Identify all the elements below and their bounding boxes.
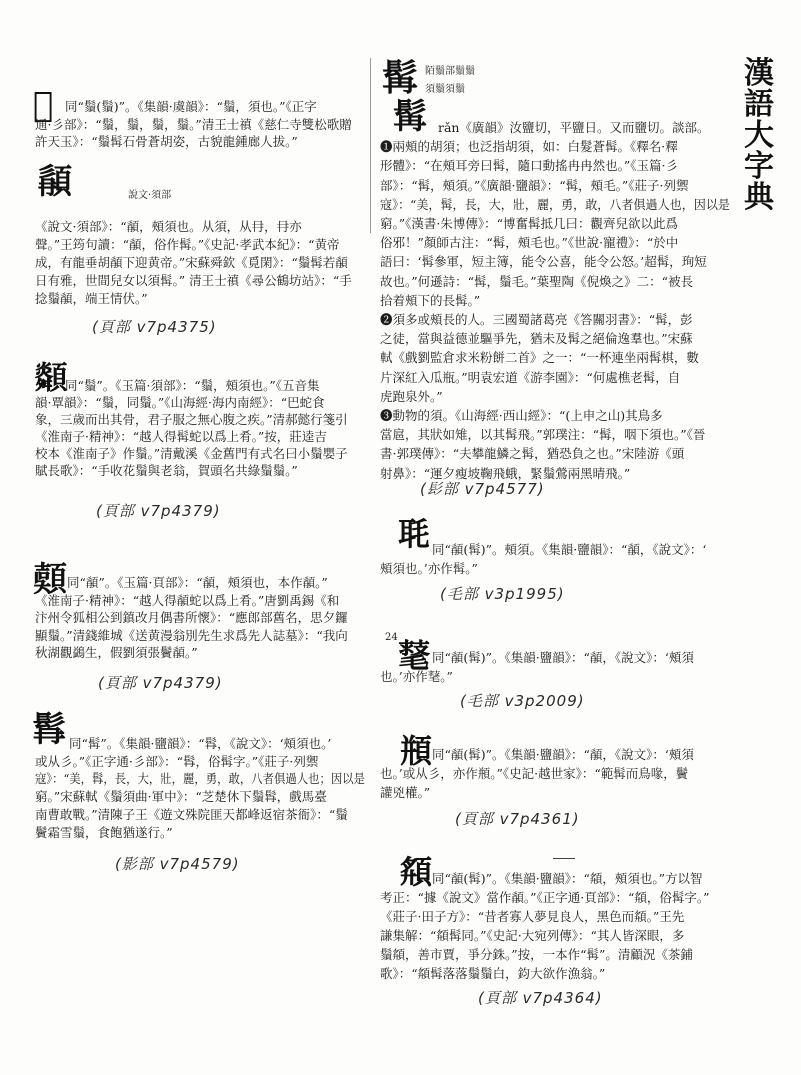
entry-text: 秋湖觀鷁生，假劉須張鬢䫇。” — [35, 645, 198, 660]
vertical-book-title — [742, 58, 776, 213]
entry-text: 軾《戲劉監倉求米粉餅二首》之一：“一杯連坐兩髯棋，數 — [380, 350, 699, 366]
entry-text-line — [380, 310, 730, 329]
headword-source-label: 說文·須部 — [128, 190, 172, 201]
handwritten-page-reference: (頁部 v7p4379) — [96, 502, 221, 520]
entry-text-line — [432, 869, 730, 888]
entry-text-line — [380, 907, 730, 926]
entry-text: 同“䫇”。《玉篇·頁部》：“䫇，頰須也，本作䫇。” — [67, 575, 328, 590]
title-char: 語 — [744, 87, 774, 122]
entry-text-line — [35, 218, 365, 236]
entry-text: 之徒，當與益德並驅爭先，猶未及髯之絕倫逸羣也。”宋蘇 — [380, 331, 693, 347]
headword-reading-label: 須鬚須鬚 — [425, 84, 465, 95]
entry-text-line — [35, 116, 365, 134]
entry-text: 考正：“據《說文》當作䫇。”《正字通·頁部》：“頯，俗髯字。” — [380, 890, 710, 905]
entry-text: rǎn《廣韻》汝鹽切，平鹽日。又而鹽切。談部。 — [438, 120, 710, 135]
title-char: 大 — [744, 118, 774, 153]
entry-text: 鬚頯，善市賈，爭分銖。”按，一本作“髯”。清顧況《茶鋪 — [380, 947, 693, 962]
entry-text-line — [380, 559, 730, 578]
entry-text: 射鼻》：“運夕瘦坡鞠飛蛾，緊鬚鶯兩黑晴飛。” — [380, 465, 631, 481]
entry-text-line — [35, 788, 365, 806]
entry-text: 也。’或从彡，亦作頩。”《史記·越世家》：“範髯而鳥喙，鬢 — [380, 766, 689, 781]
entry-text: 韻·覃韻》：“鬚，同鬚。”《山海經·海内南經》：“巴蛇食 — [35, 395, 325, 410]
entry-text-line — [380, 176, 730, 195]
entry-text: 顯鬚。”清錢維城《送黄漫翁別先生求爲先人誌墓》：“我向 — [35, 627, 348, 643]
headword-character: 𩓩 — [33, 85, 54, 125]
entry-text: 俗邪！”顏師古注：“髯，頰毛也。”《世說·寵禮》：“於中 — [380, 235, 679, 251]
entry-text: 同“䫇(髯)”。頰須。《集韻·鹽韻》：“䫇，《說文》：‘ — [432, 542, 707, 557]
entry-text: 或从彡。”《正字通·彡部》：“髥，俗髯字。”《莊子·列禦 — [35, 753, 319, 769]
headword-character: 頯 — [400, 853, 433, 891]
entry-text: 故也。”何遜詩：“髯，鬚毛。”葉聖陶《倪煥之》二：“被長 — [380, 273, 694, 289]
entry-text-line — [380, 444, 730, 463]
entry-text: 鬢霜雪鬚，食飽猶遂行。” — [35, 824, 173, 840]
entry-text: 聲。”王筠句讀：“䫇，俗作髯。”《史記·孝武本紀》：“黄帝 — [35, 237, 340, 252]
entry-text: 同“䫇(髯)”。《集韻·鹽韻》：“䫇，《說文》：‘頰須 — [432, 747, 694, 762]
entry-text-line — [35, 609, 365, 627]
entry-text-line — [380, 667, 730, 686]
entry-text: 片深紅入瓜瓶。”明袁宏道《游李園》：“何處樵老髯，自 — [380, 369, 681, 385]
entry-text-line — [65, 98, 365, 116]
handwritten-page-reference: (頁部 v7p4375) — [92, 318, 217, 336]
entry-text-line — [65, 377, 365, 394]
entry-text: 同“䫇(髯)”。《集韻·鹽韻》：“頯，頰須也。”方以智 — [432, 871, 703, 886]
entry-text-line — [35, 445, 365, 462]
entry-text-line — [432, 540, 730, 559]
entry-text: 謙集解：“頯髯同。”《史記·大宛列傳》：“其人皆深眼，多 — [380, 928, 685, 943]
entry-text-line — [35, 411, 365, 428]
entry-text: 虎跑泉外。” — [380, 388, 443, 404]
handwritten-page-reference: (頁部 v7p4361) — [455, 810, 580, 828]
entry-text: 《說文·須部》：“䫇，頰須也。从須，从冄，冄亦 — [35, 219, 302, 234]
entry-text: 成，有龍垂胡䫇下迎黄帝。”宋蘇舜欽《覓閑》：“鬚髯若䫇 — [35, 255, 348, 270]
entry-text: 同“髯”。《集韻·鹽韻》：“髥，《說文》：‘頰須也。’ — [69, 736, 332, 751]
entry-text-line — [35, 462, 365, 479]
entry-text-line — [380, 783, 730, 802]
entry-text: 部》：“髯，頰須。”《廣韻·鹽韻》：“髯，頰毛。”《莊子·列禦 — [380, 177, 689, 193]
entry-text: 頰須也。’亦作髯。” — [380, 561, 478, 576]
entry-text: 南曹敢戰。”清陳子王《遊文殊院匪天都峰返宿茶衙》：“鬚 — [35, 806, 348, 822]
headword-character: 𣯕 — [398, 637, 431, 675]
entry-text-line — [380, 233, 730, 252]
entry-text: 象，三歲而出其骨，君子服之無心腹之疾。”清郝懿行箋引 — [35, 412, 348, 427]
entry-text: 《淮南子·精神》：“越人得髯蛇以爲上肴。”按，莊逵吉 — [35, 429, 327, 444]
entry-text-line — [432, 745, 730, 764]
title-char: 典 — [744, 180, 774, 215]
handwritten-page-reference: (頁部 v7p4364) — [478, 989, 603, 1007]
entry-text-line — [380, 348, 730, 367]
handwritten-page-reference: (毛部 v3p1995) — [440, 585, 565, 603]
entry-text-line — [380, 425, 730, 444]
entry-text-line — [380, 964, 730, 983]
column-divider — [370, 58, 371, 233]
entry-text: 拾着頰下的長髯。” — [380, 292, 481, 308]
handwritten-page-reference: (毛部 v3p2009) — [460, 692, 585, 710]
entry-text-line — [35, 753, 365, 771]
entry-text-line — [380, 252, 730, 271]
entry-text: 歌》：“頯髯落落鬚鬚白，鈞大欲作漁翁。” — [380, 966, 606, 981]
entry-text-line — [432, 648, 730, 667]
entry-text: 《淮南子·精神》：“越人得䫇蛇以爲上肴。”唐劉禹錫《和 — [35, 592, 340, 608]
entry-text-line — [35, 272, 365, 290]
entry-text-line — [380, 156, 730, 175]
title-char: 字 — [744, 149, 774, 184]
entry-text-line — [380, 764, 730, 783]
entry-text: 窮。”《漢書·朱博傳》：“博奮髯抵几曰：觀齊兒欲以此爲 — [380, 216, 679, 231]
entry-text: ❸動物的須。《山海經·西山經》：“(上申之山)其鳥多 — [380, 408, 663, 423]
entry-text-line — [380, 214, 730, 233]
entry-text-line — [35, 428, 365, 445]
entry-text-line — [67, 574, 365, 592]
entry-text: 形體》：“在頰耳旁曰髯，隨口動搖冉冉然也。”《玉篇·彡 — [380, 158, 679, 174]
entry-text: 寇》：“美，髯，長，大，壯，麗，勇，敢，八者俱過人也，因以是 — [380, 196, 730, 212]
entry-text-line — [35, 627, 365, 645]
headword-character: 髥 — [32, 710, 66, 750]
entry-text-line — [35, 644, 365, 662]
entry-text-line — [35, 133, 365, 151]
entry-text-line — [380, 406, 730, 425]
entry-text: 汴州令狐相公到鎮改月偶書所懷》：“應郎部舊名，思夕鑼 — [35, 610, 348, 625]
entry-text-line — [380, 387, 730, 406]
headword-reading-label: 陌鬚部鬚鬚 — [425, 66, 475, 77]
title-char: 漢 — [744, 56, 774, 91]
handwritten-page-reference: (頁部 v7p4379) — [98, 674, 223, 692]
entry-text-line — [380, 137, 730, 156]
entry-text: 當扈，其狀如雉，以其髯飛。”郭璞注：“髯，咽下須也。”《晉 — [380, 427, 706, 443]
entry-text: 窮。”宋蘇軾《鬚須曲·軍中》：“芝楚休下鬚髥，戲馬臺 — [35, 789, 327, 805]
entry-text-line — [380, 272, 730, 291]
entry-text-line — [380, 888, 730, 907]
entry-text: ❶兩頰的胡須；也泛指胡須，如：白髮蒼髯。《釋名·釋 — [380, 139, 678, 155]
entry-text-line — [380, 926, 730, 945]
headword-character: 髯 — [382, 57, 419, 99]
entry-text-line — [380, 368, 730, 387]
entry-text-line — [380, 329, 730, 348]
entry-text: 通·彡部》：“鬚，鬚，鬚，鬚。”清王士禛《慈仁寺雙松歌贈 — [35, 116, 352, 132]
headword-character: 𩕶 — [35, 359, 68, 397]
entry-text-line — [380, 291, 730, 310]
handwritten-page-reference: (髟部 v7p4577) — [420, 480, 545, 498]
entry-text-line — [35, 592, 365, 610]
entry-text-line — [35, 394, 365, 411]
entry-text: 許天玉》：“鬚髯石骨蒼胡姿，古貌龍鍾廊人拔。” — [35, 134, 298, 149]
entry-text: 同“䫇(髯)”。《集韻·鹽韻》：“䫇，《說文》：‘頰須 — [432, 650, 694, 665]
stroke-count-number: 24 — [385, 632, 398, 643]
entry-text-line — [35, 806, 365, 824]
handwritten-page-reference: (影部 v7p4579) — [115, 855, 240, 873]
entry-text: 校本《淮南子》作鬚。”清戴溪《金舊門有式名曰小鬚嬰子 — [35, 446, 348, 461]
entry-text: 讙兇權。” — [380, 785, 431, 800]
headword-character: 毦 — [398, 515, 431, 553]
entry-text: 也。’亦作𣯕。” — [380, 669, 453, 684]
entry-text: 寇》：“美，髥，長，大，壯，麗，勇，敢，八者俱過人也；因以是 — [35, 771, 365, 787]
entry-text: ❷須多或頰長的人。三國蜀諸葛亮《答關羽書》：“髯，彭 — [380, 312, 693, 327]
headword-character: 𩔄 — [33, 560, 67, 600]
entry-text-line — [35, 770, 365, 788]
entry-text: 《莊子·田子方》：“昔者寡人夢見良人，黑色而頯。”王先 — [380, 909, 685, 924]
entry-separator-dash — [553, 858, 575, 859]
entry-text: 書·郭璞傳》：“夫攀龍鱗之髯，猶恐負之也。”宋陸游《頭 — [380, 446, 685, 462]
entry-text: 賦長歌》：“手收花鬚與老翁，賀頭名共綠鬚鬚。” — [35, 463, 298, 478]
entry-text-line — [438, 118, 730, 137]
entry-text-line — [35, 254, 365, 272]
headword-character: 䫇 — [38, 162, 72, 202]
entry-text: 日有雅，世間兒女以須髯。” 清王士禛《尋公鶴坊站》：“手 — [35, 273, 352, 288]
entry-text: 語曰：‘髯參軍，短主簿，能令公喜，能令公怒。’超髯，珣短 — [380, 254, 707, 270]
entry-text-line — [380, 195, 730, 214]
entry-text-line — [35, 290, 365, 308]
entry-text-line — [35, 824, 365, 842]
entry-text-line — [35, 236, 365, 254]
entry-text-line — [380, 945, 730, 964]
headword-character: 髯 — [393, 97, 427, 137]
entry-text: 同“鬚”。《玉篇·須部》：“鬚，頰須也。”《五音集 — [65, 378, 320, 393]
entry-text-line — [69, 735, 365, 753]
entry-text: 同“鬚(鬚)”。《集韻·虞韻》：“鬚，須也。”《正字 — [65, 99, 317, 114]
entry-text: 捻鬚䫇，端王情伏。” — [35, 291, 148, 306]
headword-character: 頩 — [400, 732, 433, 770]
